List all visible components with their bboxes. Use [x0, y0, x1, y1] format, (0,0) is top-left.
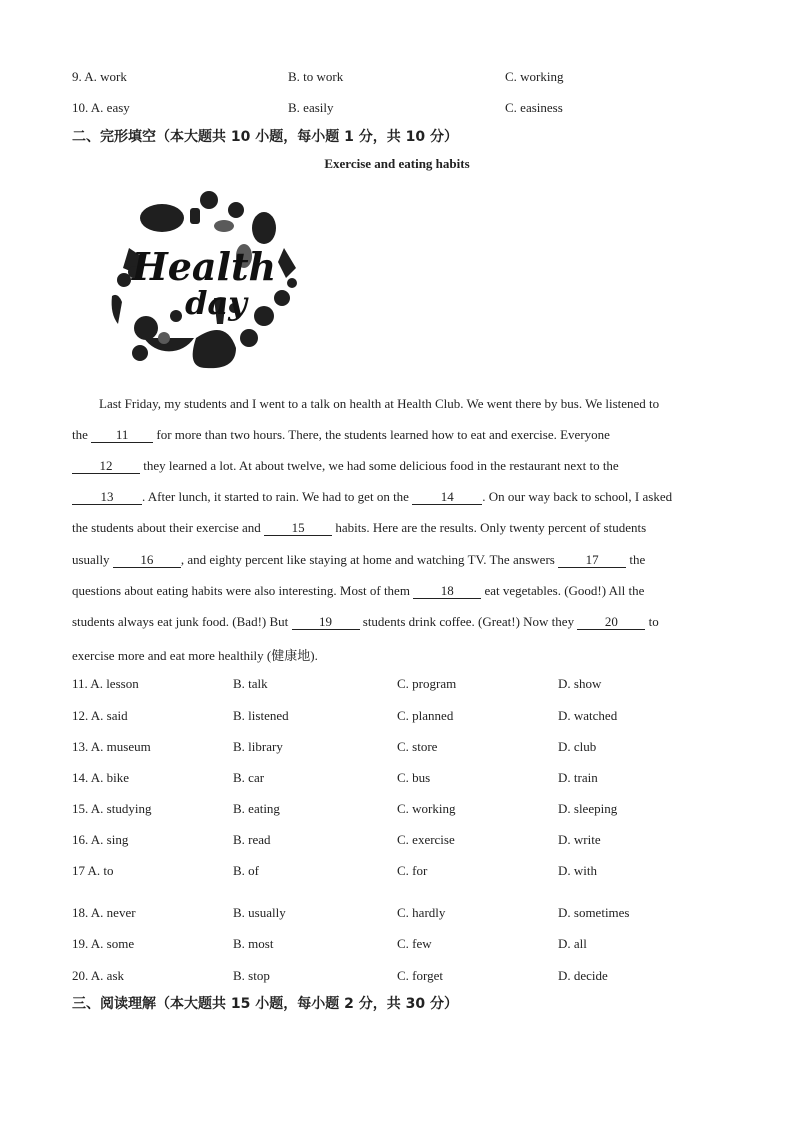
- option-b: B. talk: [233, 676, 268, 691]
- passage-line-4: 13 . After lunch, it started to rain. We had to get on the 14 . On our way back to school, I asked: [72, 489, 672, 505]
- day-lettering: day: [185, 284, 247, 322]
- question-15-options: [0, 801, 794, 819]
- option-d: D. train: [558, 770, 598, 785]
- option-d: D. club: [558, 739, 597, 754]
- blank-18: 18: [413, 584, 481, 599]
- option-a: 17 A. to: [72, 863, 114, 878]
- option-c: C. few: [397, 936, 432, 951]
- question-18-options: [0, 905, 794, 923]
- question-16-options: [0, 832, 794, 850]
- blank-20: 20: [577, 615, 645, 630]
- option-b: B. stop: [233, 968, 270, 983]
- passage-line-7: questions about eating habits were also interesting. Most of them 18 eat vegetables. (Good!) All the: [72, 583, 645, 598]
- blank-11: 11: [91, 428, 153, 443]
- blank-17: 17: [558, 553, 626, 568]
- option-c: C. bus: [397, 770, 431, 785]
- option-d: D. show: [558, 676, 602, 691]
- option-d: D. write: [558, 832, 601, 847]
- question-20-options: [0, 968, 794, 986]
- option-c: C. working: [505, 69, 564, 84]
- option-b: B. easily: [288, 100, 334, 115]
- passage-line-3: 12 they learned a lot. At about twelve, we had some delicious food in the restaurant next to the: [72, 458, 619, 474]
- option-c: C. for: [397, 863, 428, 878]
- question-17-options: [0, 863, 794, 881]
- option-d: D. decide: [558, 968, 608, 983]
- option-a: 12. A. said: [72, 708, 128, 723]
- passage-line-1: Last Friday, my students and I went to a talk on health at Health Club. We went there by bus. We listened to: [99, 396, 660, 411]
- question-19-options: [0, 936, 794, 954]
- question-9-options: [0, 69, 794, 87]
- option-a: 19. A. some: [72, 936, 135, 951]
- option-b: B. eating: [233, 801, 280, 816]
- option-d: D. all: [558, 936, 587, 951]
- option-a: 11. A. lesson: [72, 676, 139, 691]
- option-c: C. program: [397, 676, 457, 691]
- blank-14: 14: [412, 490, 482, 505]
- option-c: C. easiness: [505, 100, 563, 115]
- question-14-options: [0, 770, 794, 788]
- blank-15: 15: [264, 521, 332, 536]
- blank-13: 13: [72, 490, 142, 505]
- passage-line-8: students always eat junk food. (Bad!) But 19 students drink coffee. (Great!) Now they 20 to: [72, 614, 659, 629]
- blank-16: 16: [113, 553, 181, 568]
- option-c: C. hardly: [397, 905, 446, 920]
- health-day-illustration: [104, 188, 304, 380]
- option-a: 13. A. museum: [72, 739, 151, 754]
- option-b: B. most: [233, 936, 274, 951]
- option-c: C. forget: [397, 968, 443, 983]
- question-11-options: [0, 676, 794, 694]
- option-b: B. listened: [233, 708, 289, 723]
- blank-12: 12: [72, 459, 140, 474]
- option-d: D. sometimes: [558, 905, 630, 920]
- blank-19: 19: [292, 615, 360, 630]
- option-c: C. working: [397, 801, 456, 816]
- option-b: B. library: [233, 739, 283, 754]
- option-d: D. with: [558, 863, 597, 878]
- question-13-options: [0, 739, 794, 757]
- question-12-options: [0, 708, 794, 726]
- health-day-food-circle-icon: [104, 188, 304, 380]
- option-b: B. of: [233, 863, 259, 878]
- option-a: 20. A. ask: [72, 968, 124, 983]
- passage-line-5: the students about their exercise and 15 habits. Here are the results. Only twenty percent of students: [72, 520, 647, 535]
- option-d: D. watched: [558, 708, 618, 723]
- passage-line-9: exercise more and eat more healthily (健康地).: [72, 648, 318, 663]
- option-a: 9. A. work: [72, 69, 127, 84]
- option-a: 15. A. studying: [72, 801, 152, 816]
- passage-line-6: usually 16 , and eighty percent like staying at home and watching TV. The answers 17 the: [72, 552, 646, 567]
- option-a: 18. A. never: [72, 905, 136, 920]
- option-a: 16. A. sing: [72, 832, 129, 847]
- section-2-heading: 二、完形填空（本大题共 10 小题，每小题 1 分，共 10 分）: [72, 129, 458, 145]
- option-b: B. usually: [233, 905, 286, 920]
- passage-line-2: the 11 for more than two hours. There, the students learned how to eat and exercise. Everyone: [72, 427, 610, 442]
- passage-title: Exercise and eating habits: [324, 156, 470, 171]
- option-d: D. sleeping: [558, 801, 618, 816]
- option-c: C. exercise: [397, 832, 455, 847]
- option-a: 14. A. bike: [72, 770, 130, 785]
- option-c: C. store: [397, 739, 438, 754]
- option-b: B. car: [233, 770, 265, 785]
- option-b: B. read: [233, 832, 271, 847]
- health-lettering: Health: [131, 244, 277, 289]
- option-c: C. planned: [397, 708, 454, 723]
- question-10-options: [0, 100, 794, 118]
- option-a: 10. A. easy: [72, 100, 130, 115]
- section-3-heading: 三、阅读理解（本大题共 15 小题，每小题 2 分，共 30 分）: [72, 996, 458, 1012]
- option-b: B. to work: [288, 69, 344, 84]
